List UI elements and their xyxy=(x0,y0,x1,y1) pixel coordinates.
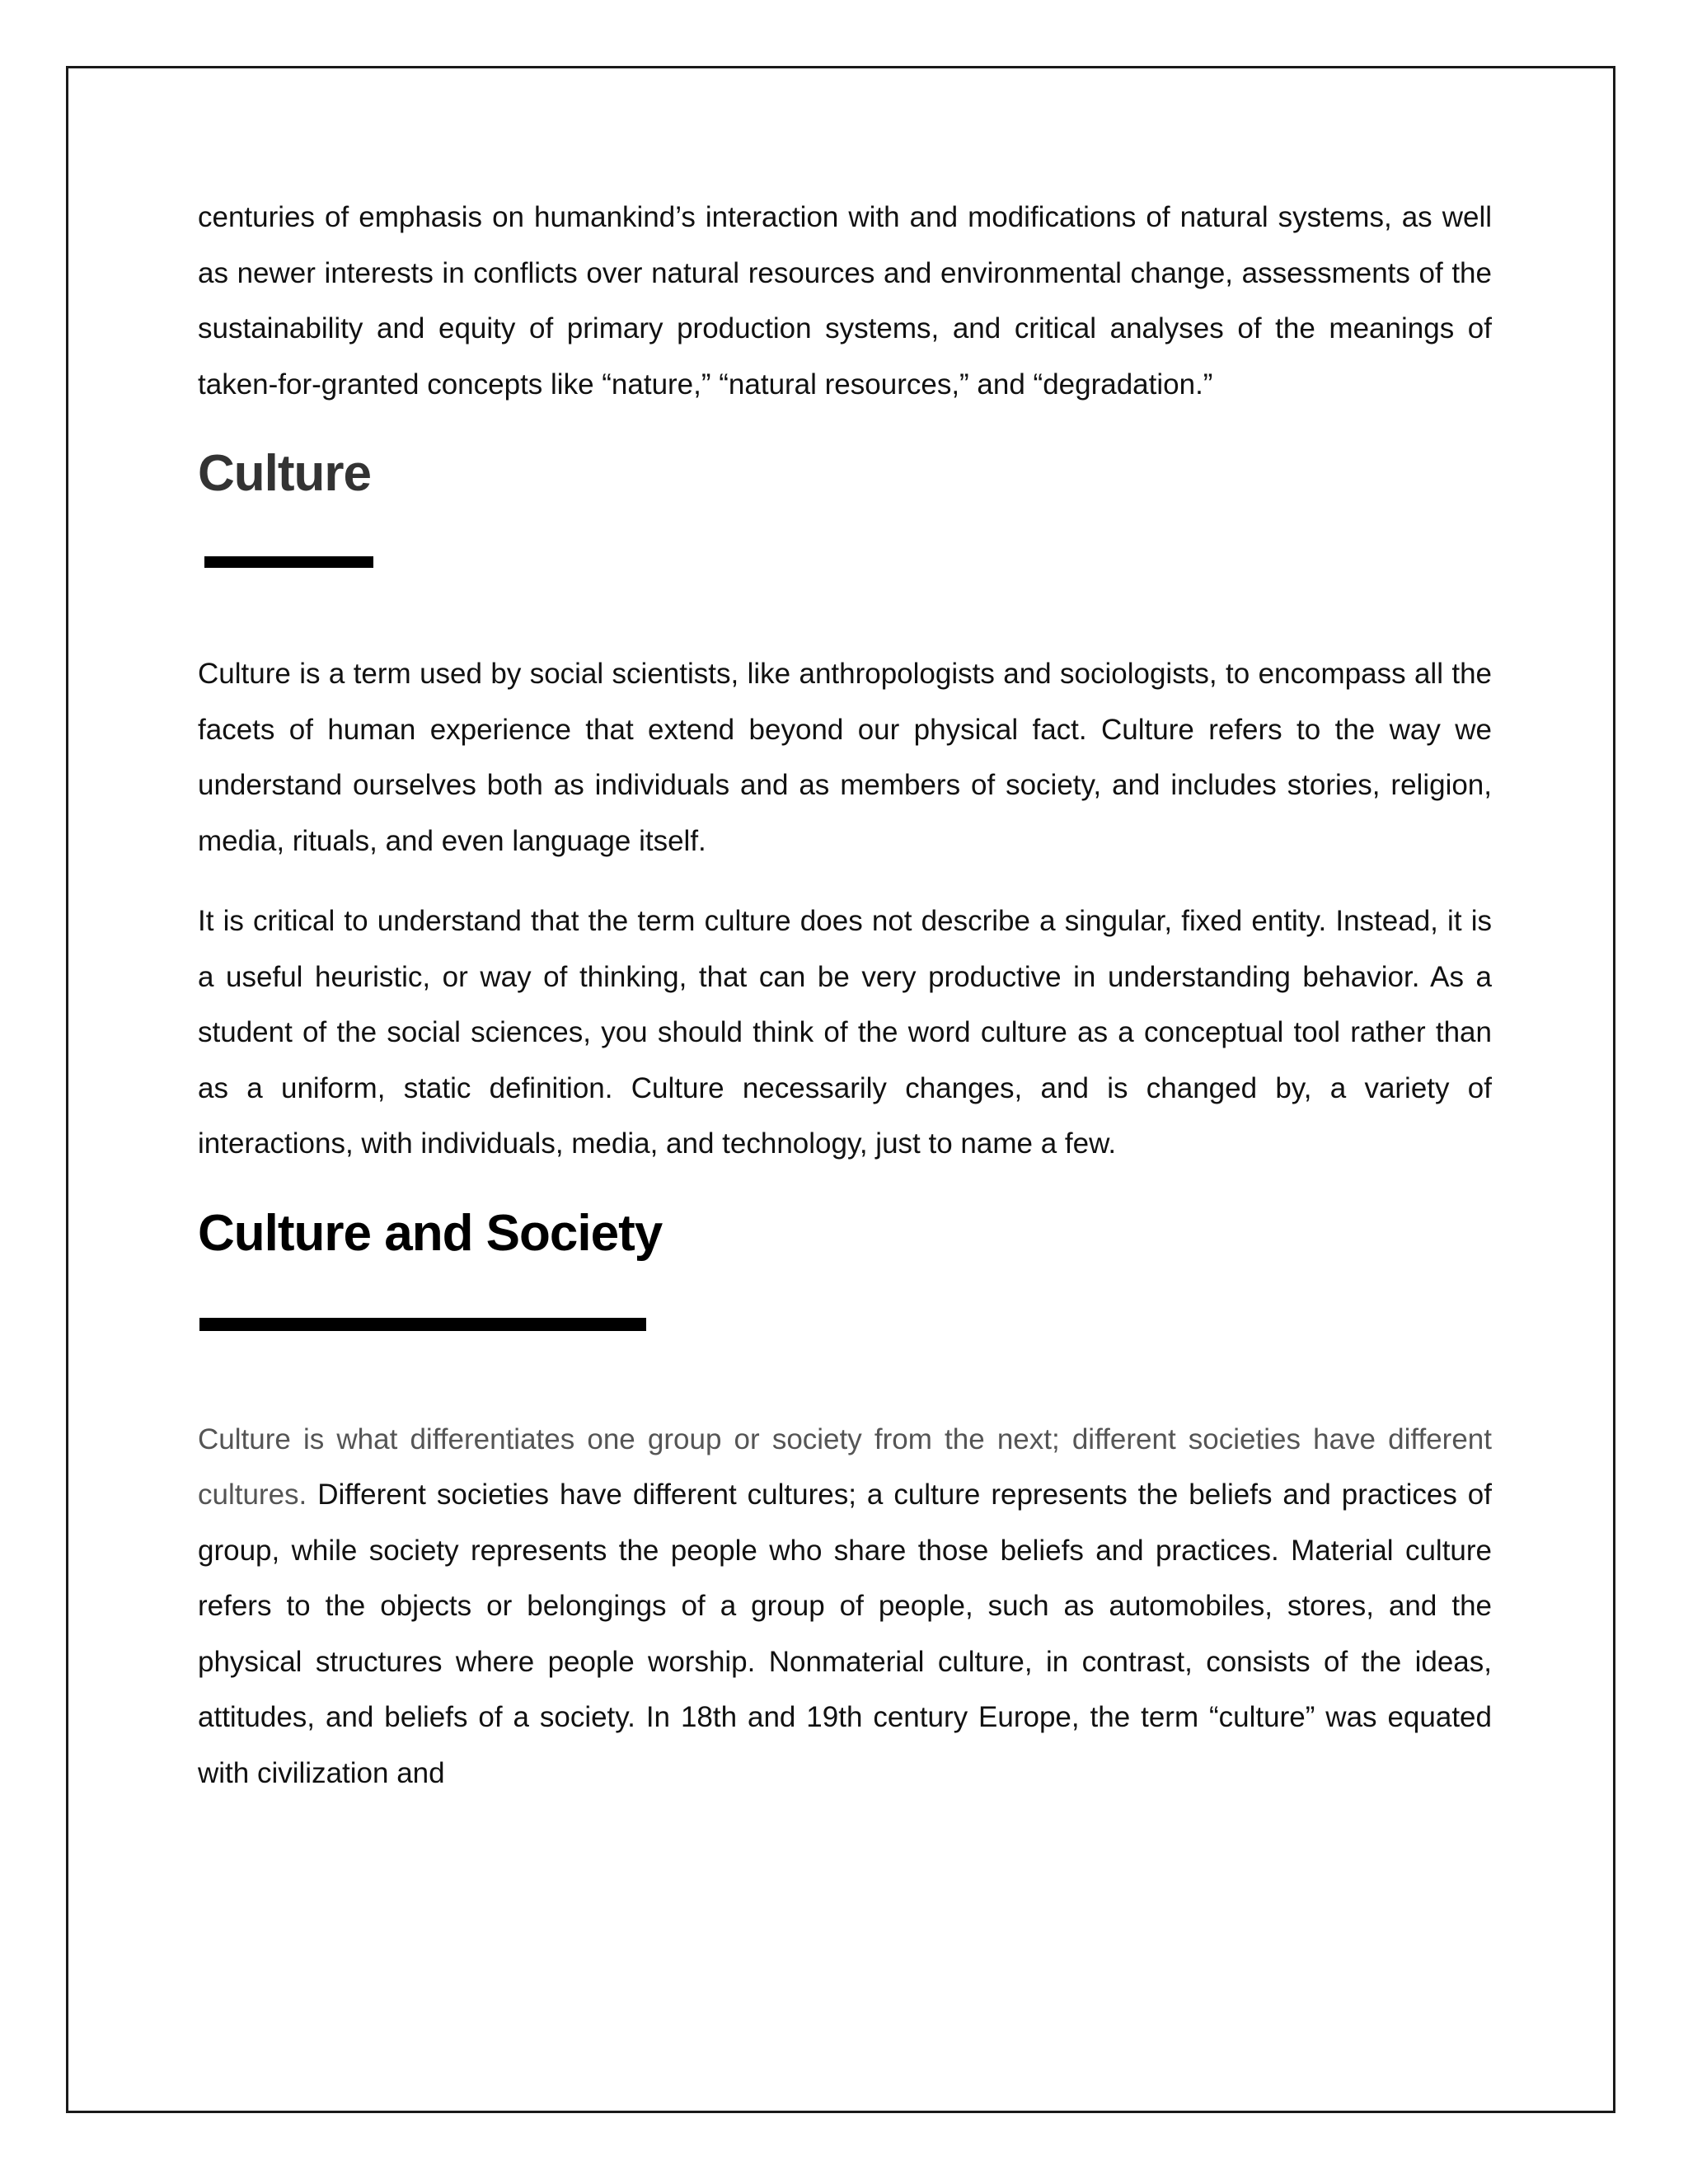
section-heading-culture-and-society: Culture and Society xyxy=(198,1204,663,1262)
society-paragraph xyxy=(198,1412,1492,1802)
culture-paragraph-2: It is critical to understand that the term culture does not describe a singular, fixed entity. Instead, it is a useful heuristic, or way of thinking, that can be very productive in understanding behavior. As a student of the social sciences, you should think of the word culture as a conceptual tool rather than as a uniform, static definition. Culture necessarily changes, and is changed by, a variety of interactions, with individuals, media, and technology, just to name a few. xyxy=(198,905,1492,1160)
intro-paragraph: centuries of emphasis on humankind’s interaction with and modifications of natural systems, as well as newer interests in conflicts over natural resources and environmental change, assessments of the sustainability and equity of primary production systems, and critical analyses of the meanings of taken-for-granted concepts like “nature,” “natural resources,” and “degradation.” xyxy=(198,201,1492,401)
society-paragraph-lead: Culture is what differentiates one group or society from the next; different societies have different cultures. xyxy=(198,1422,1492,1511)
culture-paragraph-1: Culture is a term used by social scientists, like anthropologists and sociologists, to encompass all the facets of human experience that extend beyond our physical fact. Culture refers to the way we understand ourselves both as individuals and as members of society, and includes stories, religion, media, rituals, and even language itself. xyxy=(198,658,1492,857)
section-heading-culture: Culture xyxy=(198,445,371,502)
document-body xyxy=(198,190,1492,1801)
heading-underline-culture-and-society xyxy=(199,1318,646,1331)
society-paragraph-rest: Different societies have different cultures; a culture represents the beliefs and practices of group, while society represents the people who share those beliefs and practices. Material culture refers to the objects or belongings of a group of people, such as automobiles, stores, and the physical structures where people worship. Nonmaterial culture, in contrast, consists of the ideas, attitudes, and beliefs of a society. In 18th and 19th century Europe, the term “culture” was equated with civilization and xyxy=(198,1479,1492,1789)
heading-underline-culture xyxy=(204,556,373,568)
